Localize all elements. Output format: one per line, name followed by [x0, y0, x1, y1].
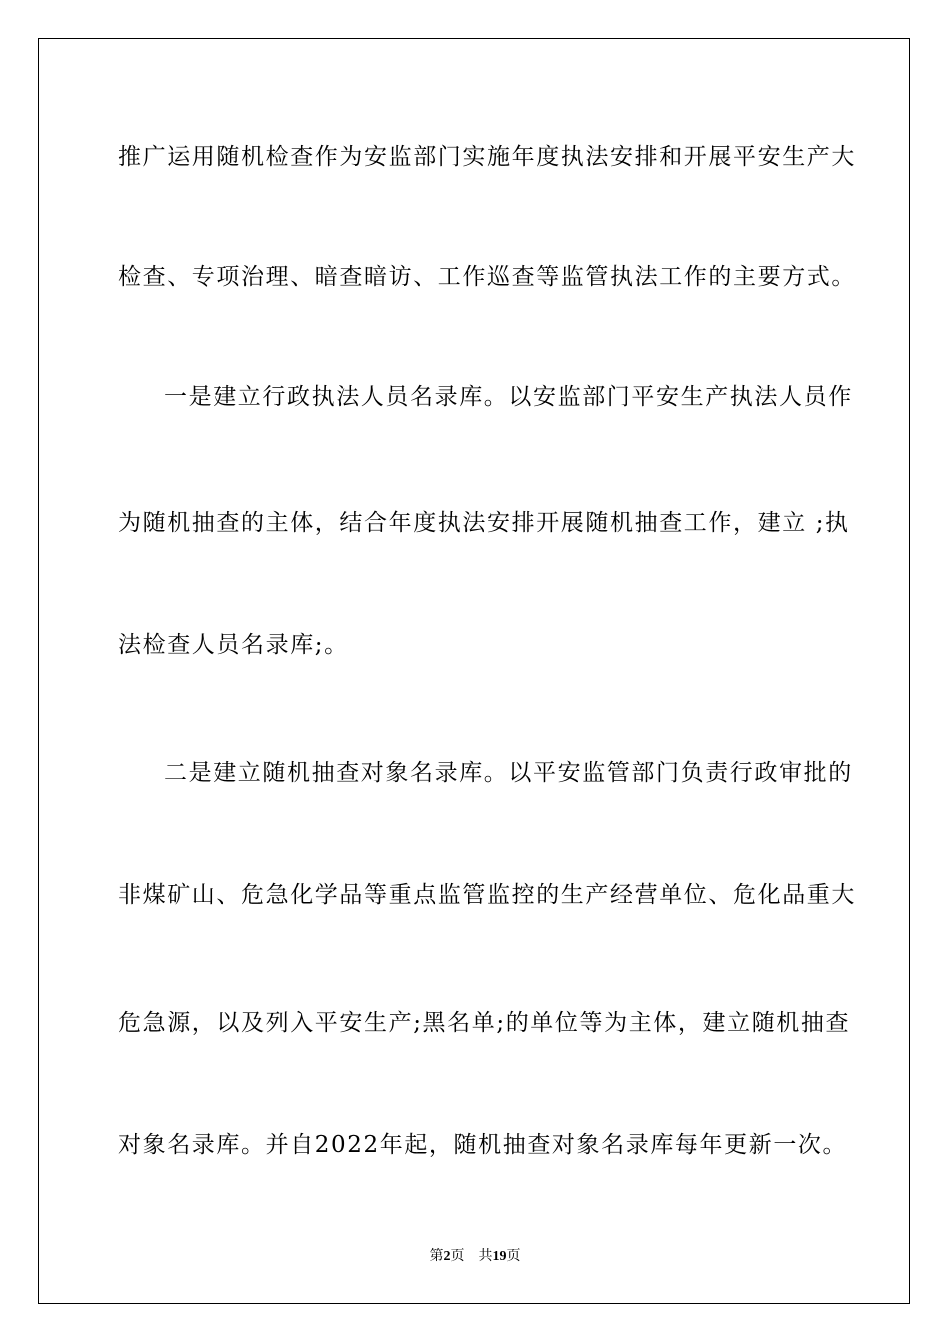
footer-page-number: 2	[443, 1249, 451, 1264]
footer-page-suffix: 页	[450, 1249, 465, 1264]
footer-total-suffix: 页	[506, 1249, 521, 1264]
paragraph-line-7: 非煤矿山、危急化学品等重点监管监控的生产经营单位、危化品重大	[118, 882, 856, 908]
paragraph-line-5: 法检查人员名录库;。	[118, 632, 349, 658]
paragraph-line-9: 对象名录库。并自2022年起，随机抽查对象名录库每年更新一次。	[118, 1132, 848, 1158]
paragraph-line-3: 一是建立行政执法人员名录库。以安监部门平安生产执法人员作	[164, 384, 853, 410]
page-footer	[0, 1248, 950, 1266]
paragraph-line-2: 检查、专项治理、暗查暗访、工作巡查等监管执法工作的主要方式。	[118, 264, 856, 290]
paragraph-line-6: 二是建立随机抽查对象名录库。以平安监管部门负责行政审批的	[164, 760, 853, 786]
paragraph-line-1: 推广运用随机检查作为安监部门实施年度执法安排和开展平安生产大	[118, 144, 856, 170]
footer-total-prefix: 共	[478, 1249, 493, 1264]
paragraph-line-4: 为随机抽查的主体，结合年度执法安排开展随机抽查工作，建立 ;执	[118, 510, 850, 536]
footer-total-pages: 19	[492, 1249, 507, 1264]
page-border	[38, 38, 910, 1304]
footer-page-prefix: 第	[429, 1249, 444, 1264]
paragraph-line-8: 危急源，以及列入平安生产;黑名单;的单位等为主体，建立随机抽查	[118, 1010, 851, 1036]
